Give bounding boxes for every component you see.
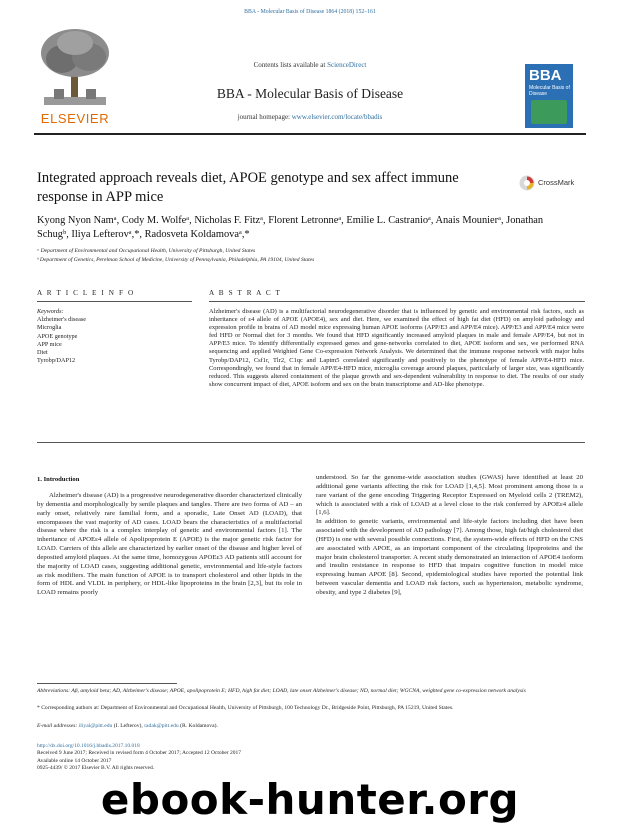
email-name-koldamova: (R. Koldamova). [178, 723, 218, 729]
intro-right-paragraph-2: In addition to genetic variants, environmental and life-style factors including diet have been associated with the development of AD pathology [7]. Among those, high fat/high cholesterol diet (HFD) is one with several possible connections. First, the system-wide effects of HFD on the CNS are associated with APOE, as an important component of the circulating lipoproteins and the major brain cholesterol transporter. A recent study demonstrated an interaction of APOE4 isoform and insulin resistance in response to HFD that impairs cognitive function in model mice expressing human APOE [8]. Second, epidemiological studies have reported the potential link between vascular dementia and LOAD risk factors, such as hypertension, metabolic syndrome, obesity, and type 2 diabetes [9], [316, 518, 583, 596]
author-list: Kyong Nyon Namᵃ, Cody M. Wolfeᵃ, Nicholas F. Fitzᵃ, Florent Letronneᵃ, Emilie L. Castranioᵃ, Anais Mounierᵃ, Jonathan Schugᵇ, Iliya Lefterovᵃ,*, Radosveta Koldamovaᵃ,* [37, 215, 544, 240]
crossmark-label: CrossMark [538, 178, 575, 187]
article-info-rule [37, 301, 192, 302]
crossmark-icon [519, 175, 535, 191]
doi-link[interactable]: http://dx.doi.org/10.1016/j.bbadis.2017.10.018 [37, 743, 140, 749]
abstract-rule [209, 301, 585, 302]
header-divider [34, 133, 586, 135]
journal-title: BBA - Molecular Basis of Disease [216, 86, 404, 101]
publisher-logo-text: ELSEVIER [40, 111, 110, 126]
email-prefix: E-mail addresses: [37, 723, 79, 729]
keyword-item: APOE genotype [37, 332, 78, 340]
abstract-heading: A B S T R A C T [209, 289, 282, 297]
received-dates: Received 9 June 2017; Received in revised form 4 October 2017; Accepted 12 October 2017 [37, 750, 242, 757]
keyword-item: Tyrobp/DAP12 [37, 357, 76, 365]
cover-title: BBA [529, 67, 562, 84]
article-title: Integrated approach reveals diet, APOE genotype and sex affect immune response in APP mice [37, 170, 459, 205]
watermark-text: ebook-hunter.org [100, 775, 520, 824]
intro-right-column [316, 474, 583, 598]
keyword-item: Alzheimer's disease [37, 316, 87, 324]
introduction-heading: 1. Introduction [37, 476, 80, 483]
email-link-koldamova[interactable]: radak@pitt.edu [144, 723, 179, 729]
cover-graphic [531, 100, 567, 124]
publication-info [37, 743, 337, 773]
footnote-rule [37, 683, 177, 684]
email-name-lefterov: (I. Lefterov), [112, 723, 145, 729]
journal-cover-image[interactable] [525, 64, 573, 128]
journal-reference-link[interactable]: BBA - Molecular Basis of Disease 1864 (2018) 152–161 [244, 9, 376, 15]
affiliation-b: ᵇ Department of Genetics, Perelman School of Medicine, University of Pennsylvania, Philadelphia, PA 19104, United States [37, 257, 315, 263]
section-divider [37, 442, 585, 443]
abbreviations-footnote: Abbreviations: Aβ, amyloid beta; AD, Alzheimer's disease; APOE, apolipoprotein E; HFD, high fat diet; LOAD, late onset Alzheimer's disease; ND, normal diet; WGCNA, weighted gene co-expression network analysis [37, 688, 526, 694]
email-link-lefterov[interactable]: iliyal@pitt.edu [78, 723, 113, 729]
keyword-item: Diet [37, 349, 48, 357]
article-info-heading: A R T I C L E I N F O [37, 289, 135, 297]
contents-prefix: Contents lists available at [253, 61, 328, 69]
intro-right-paragraph-1: understood. So far the genome-wide association studies (GWAS) have identified at least 20 additional gene variants affecting the risk for LOAD [1,4,5]. Most prominent among those is a rare variant of the gene encoding Triggering Receptor Expressed on Myeloid cells 2 (TREM2), which is associated with a risk of LOAD at a level close to the risk conferred by APOEε4 allele [1,6]. [316, 474, 583, 517]
keywords-label: Keywords: [37, 308, 64, 315]
available-online: Available online 14 October 2017 [37, 757, 112, 764]
homepage-prefix: journal homepage: [237, 113, 292, 121]
intro-left-column: Alzheimer's disease (AD) is a progressive neurodegenerative disorder characterized clinically by dementia and morphologically by senile plaques and tangles. There are two forms of AD – an early onset, relatively rare familial form, and a sporadic, Late Onset AD (LOAD), that encompasses the vast majority of AD cases. LOAD bears the characteristics of a multifactorial disease where the risk is a complex interplay of genetic and environmental factors [1]. The inheritance of APOEε4 allele of Apolipoprotein E (APOE) is the major genetic risk factor for LOAD. Carriers of this allele are characterized by earlier onset of the disease and higher level of deposited amyloid plaques. At the same time, homozygous APOEε3 AD patients still account for the majority of LOAD cases, suggesting additional genetic, environmental and life-style factors as risk modifiers. The main function of APOE is to transport cholesterol and other lipids in the form of HDL and VLDL in periphery, or HDL-like lipoproteins in the brain [2,3], but its role in LOAD remains poorly [37, 492, 302, 597]
journal-homepage-link[interactable]: www.elsevier.com/locate/bbadis [291, 113, 383, 121]
abstract-text: Alzheimer's disease (AD) is a multifactorial neurodegenerative disorder that is influenced by genetic and environmental risk factors, such as inheritance of ε4 allele of APOE (APOE4), sex and diet. Here, we examined the effect of high fat diet (HFD) on amyloid pathology and expression profile in brains of AD model mice expressing human APOE isoforms (APP/E3 and APP/E4 mice). APP/E3 and APP/E4 mice were fed HFD or Normal diet for 3 months. We found that HFD significantly increased amyloid plaques in male and female APP/E4, but not in APP/E3 mice. To identify differentially expressed genes and gene-networks correlated to diet, APOE isoform and sex, we performed RNA sequencing and applied Weighted Gene Co-expression Network Analysis. We determined that the immune response network with major hubs Tyrobp/DAP12, Csf1r, Tlr2, C1qc and Laptm5 correlated significantly and positively to the phenotype of female APP/E4-HFD mice. Correspondingly, we found that in female APP/E4-HFD mice, microglia coverage around plaques, particularly of larger size, was significantly reduced. This suggests altered containment of the plaque growth and sex-dependent vulnerability in response to diet. The results of our study show concurrent impact of diet, APOE isoform and sex on the brain transcriptome and AD-like phenotype. [209, 308, 584, 388]
keywords-block [37, 308, 187, 365]
cover-subtitle: Molecular Basis of Disease [529, 85, 570, 97]
keyword-item: Microglia [37, 324, 62, 332]
sciencedirect-link[interactable]: ScienceDirect [327, 61, 367, 69]
copyright-line: 0925-4439/ © 2017 Elsevier B.V. All rights reserved. [37, 765, 155, 772]
keyword-item: APP mice [37, 340, 62, 348]
crossmark-badge[interactable] [519, 175, 581, 191]
affiliation-a: ᵃ Department of Environmental and Occupational Health, University of Pittsburgh, United States [37, 248, 256, 254]
email-footnote [37, 723, 582, 730]
corresponding-footnote: * Corresponding authors at: Department of Environmental and Occupational Health, University of Pittsburgh, 100 Technology Dr., Bridgeside Point, Pittsburgh, PA 15219, United States. [37, 705, 454, 711]
